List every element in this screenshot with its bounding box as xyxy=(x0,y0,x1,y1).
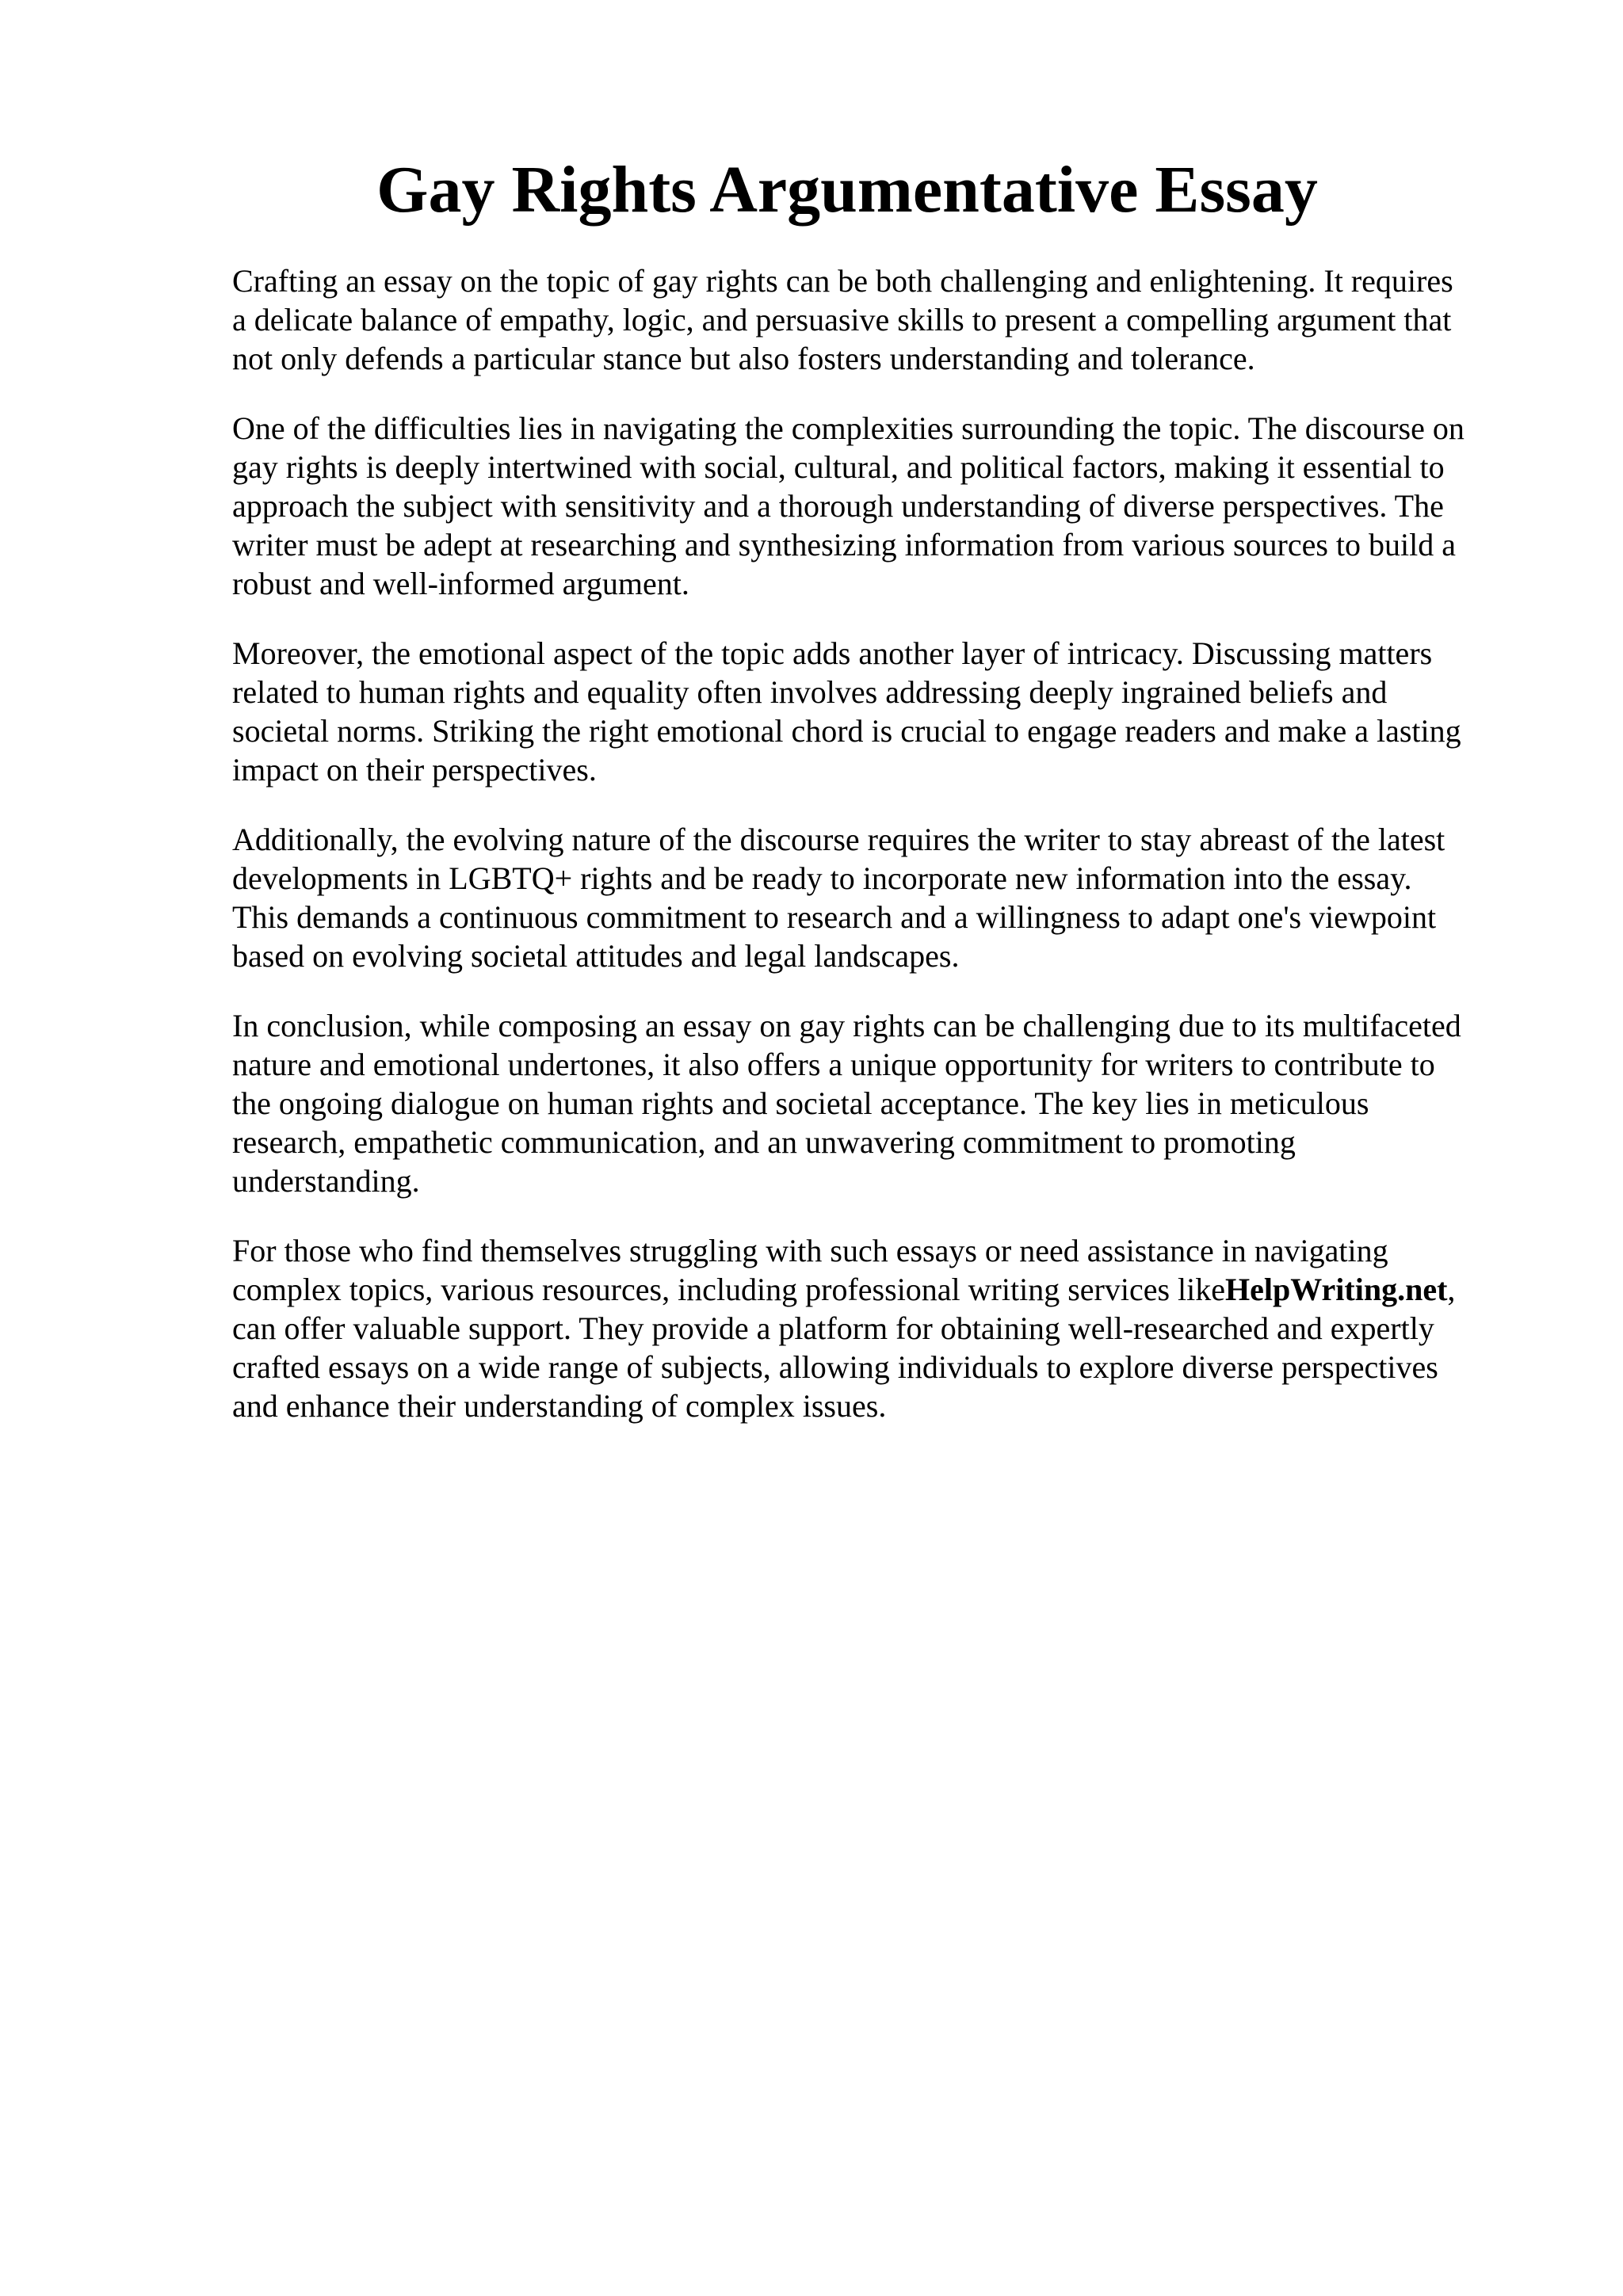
document-title: Gay Rights Argumentative Essay xyxy=(376,153,1318,227)
paragraph-emotional-aspect xyxy=(232,634,1516,789)
text-line: crafted essays on a wide range of subjects, allowing individuals to explore diverse perspectives xyxy=(232,1349,1438,1385)
text-line: based on evolving societal attitudes and legal landscapes. xyxy=(232,938,960,974)
text-line: nature and emotional undertones, it also offers a unique opportunity for writers to contribute to xyxy=(232,1047,1435,1082)
text-line: approach the subject with sensitivity and a thorough understanding of diverse perspectives. The xyxy=(232,488,1444,524)
text-line: One of the difficulties lies in navigating the complexities surrounding the topic. The discourse on xyxy=(232,410,1465,446)
text-line: Crafting an essay on the topic of gay rights can be both challenging and enlightening. It requires xyxy=(232,263,1453,299)
helpwriting-brand-name: HelpWriting.net xyxy=(1225,1272,1448,1307)
text-line: writer must be adept at researching and synthesizing information from various sources to build a xyxy=(232,527,1457,563)
text-line-with-brand xyxy=(232,1270,1516,1309)
text-line: Moreover, the emotional aspect of the topic adds another layer of intricacy. Discussing matters xyxy=(232,635,1433,671)
text-line: This demands a continuous commitment to research and a willingness to adapt one's viewpoint xyxy=(232,899,1437,935)
text-line: understanding. xyxy=(232,1163,420,1199)
paragraph-conclusion xyxy=(232,1006,1516,1200)
text-line: societal norms. Striking the right emotional chord is crucial to engage readers and make a lasting xyxy=(232,713,1461,749)
text-line: robust and well-informed argument. xyxy=(232,566,689,601)
text-fragment: , xyxy=(1447,1272,1456,1307)
text-line: For those who find themselves struggling with such essays or need assistance in navigating xyxy=(232,1233,1388,1268)
text-line: the ongoing dialogue on human rights and societal acceptance. The key lies in meticulous xyxy=(232,1085,1369,1121)
text-line: related to human rights and equality often involves addressing deeply ingrained beliefs and xyxy=(232,674,1388,710)
text-fragment: complex topics, various resources, including professional writing services like xyxy=(232,1272,1226,1307)
paragraph-resources xyxy=(232,1231,1516,1425)
text-line: and enhance their understanding of complex issues. xyxy=(232,1388,887,1424)
text-line: not only defends a particular stance but also fosters understanding and tolerance. xyxy=(232,341,1255,376)
essay-body xyxy=(232,261,1516,1456)
text-line: In conclusion, while composing an essay on gay rights can be challenging due to its multifaceted xyxy=(232,1008,1461,1043)
text-line: developments in LGBTQ+ rights and be ready to incorporate new information into the essay. xyxy=(232,860,1412,896)
text-line: can offer valuable support. They provide a platform for obtaining well-researched and expertly xyxy=(232,1310,1434,1346)
paragraph-difficulties xyxy=(232,409,1516,603)
text-line: gay rights is deeply intertwined with social, cultural, and political factors, making it essential to xyxy=(232,449,1445,485)
text-line: research, empathetic communication, and an unwavering commitment to promoting xyxy=(232,1124,1296,1160)
paragraph-evolving-discourse xyxy=(232,820,1516,975)
text-line: Additionally, the evolving nature of the discourse requires the writer to stay abreast of the latest xyxy=(232,822,1445,857)
text-line: a delicate balance of empathy, logic, and persuasive skills to present a compelling argument that xyxy=(232,302,1452,338)
paragraph-intro xyxy=(232,261,1516,378)
text-line: impact on their perspectives. xyxy=(232,752,597,788)
